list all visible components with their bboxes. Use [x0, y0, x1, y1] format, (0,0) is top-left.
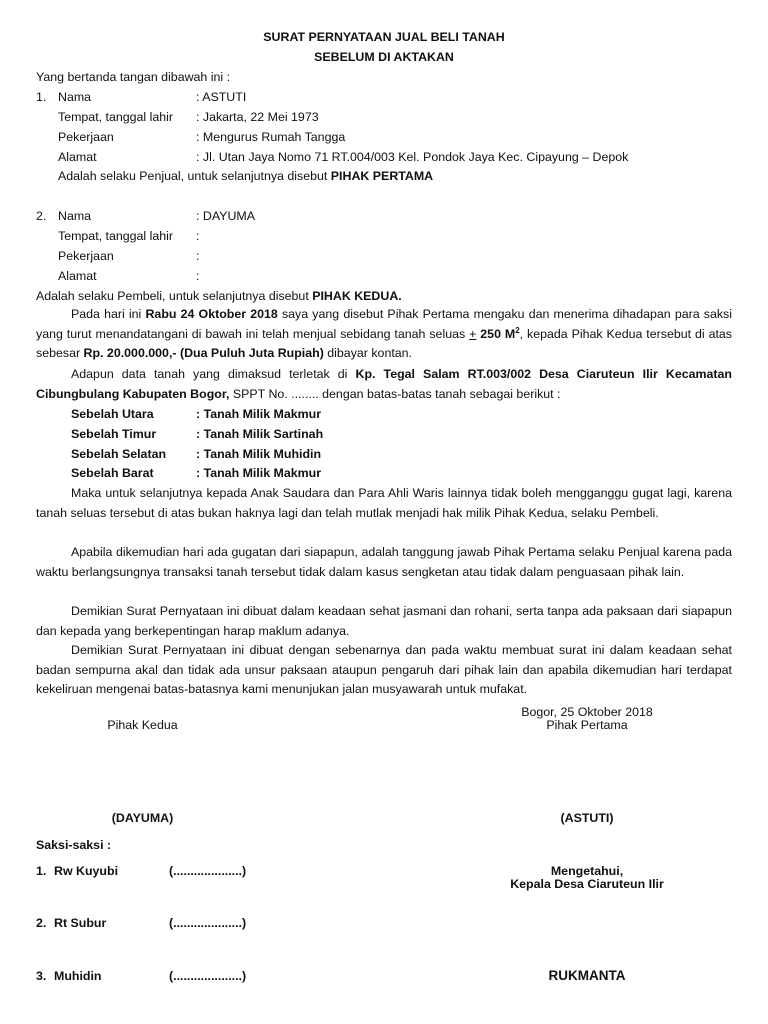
witness-1-signature-blank: (....................)	[169, 864, 247, 878]
approval-heading: Mengetahui,	[550, 864, 624, 878]
party2-label-birth: Tempat, tanggal lahir	[58, 229, 174, 243]
party1-label-name: Nama	[58, 90, 92, 104]
party2-value-address: :	[196, 269, 200, 283]
document-title: SURAT PERNYATAAN JUAL BELI TANAH	[263, 30, 505, 44]
border-north-label: Sebelah Utara	[71, 407, 154, 421]
paragraph-transaction: Pada hari ini Rabu 24 Oktober 2018 saya yang disebut Pihak Pertama mengaku dan menerima dihadapan para saksi yang turut menandatangani di bawah ini telah menjual sebidang tanah seluas + 250 $M^2$, kepada Pihak Kedua tersebut di atas sebesar Rp. 20.000.000,- (Dua Puluh Juta Rupiah) dibayar kontan.	[36, 307, 733, 360]
party1-value-name: : ASTUTI	[196, 90, 247, 104]
paragraph-closing: Demikian Surat Pernyataan ini dibuat dengan sebenarnya dan pada waktu membuat surat ini dalam keadaan sehat badan sempurna akal dan tidak ada unsur paksaan ataupun pengaruh dari pihak lain dan apabila dikemudian hari terdapat kekeliruan mengenai batas-batasnya kami menunjukan jalan musyawarah untuk mufakat.	[36, 643, 732, 696]
witness-3-signature-blank: (....................)	[169, 969, 247, 983]
paragraph-declaration: Demikian Surat Pernyataan ini dibuat dalam keadaan sehat jasmani dan rohani, serta tanpa ada paksaan dari siapapun dan kepada yang berkepentingan harap maklum adanya.	[36, 604, 732, 638]
party1-label-job: Pekerjaan	[58, 130, 114, 144]
border-north-value: : Tanah Milik Makmur	[196, 407, 322, 421]
approval-name: RUKMANTA	[548, 968, 626, 983]
border-east-value: : Tanah Milik Sartinah	[196, 427, 324, 441]
witnesses-heading: Saksi-saksi :	[36, 838, 112, 852]
approval-title: Kepala Desa Ciaruteun Ilir	[510, 877, 664, 891]
party1-label-address: Alamat	[58, 150, 97, 164]
place-date: Bogor, 25 Oktober 2018	[521, 705, 653, 719]
party2-value-job: :	[196, 249, 200, 263]
signature-label-buyer: Pihak Kedua	[107, 718, 178, 732]
party2-label-name: Nama	[58, 209, 92, 223]
party2-value-name: : DAYUMA	[196, 209, 255, 223]
intro-text: Yang bertanda tangan dibawah ini :	[36, 70, 231, 84]
witness-2-name: Rt Subur	[54, 916, 107, 930]
signature-label-seller: Pihak Pertama	[546, 718, 628, 732]
party2-label-address: Alamat	[58, 269, 97, 283]
border-west-value: : Tanah Milik Makmur	[196, 466, 322, 480]
paragraph-land-location: Adapun data tanah yang dimaksud terletak di Kp. Tegal Salam RT.003/002 Desa Ciaruteun Ilir Kecamatan Cibungbulang Kabupaten Bogor, SPPT No. ........ dengan batas-batas tanah sebagai berikut :	[36, 367, 732, 401]
party1-value-birth: : Jakarta, 22 Mei 1973	[196, 110, 319, 124]
border-west-label: Sebelah Barat	[71, 466, 154, 480]
witness-1-name: Rw Kuyubi	[54, 864, 119, 878]
witness-1-number: 1.	[36, 864, 47, 878]
border-south-label: Sebelah Selatan	[71, 447, 167, 461]
party1-value-address: : Jl. Utan Jaya Nomo 71 RT.004/003 Kel. Pondok Jaya Kec. Cipayung – Depok	[196, 150, 629, 164]
party2-role: Adalah selaku Pembeli, untuk selanjutnya disebut PIHAK KEDUA.	[36, 289, 402, 303]
paragraph-claims: Apabila dikemudian hari ada gugatan dari siapapun, adalah tanggung jawab Pihak Pertama selaku Penjual karena pada waktu berlangsungnya transaksi tanah tersebut tidak dalam kasus sengketan atau tidak dalam penguasaan pihak lain.	[36, 545, 732, 579]
party1-value-job: : Mengurus Rumah Tangga	[196, 130, 346, 144]
witness-3-number: 3.	[36, 969, 47, 983]
document-subtitle: SEBELUM DI AKTAKAN	[314, 50, 454, 64]
border-east-label: Sebelah Timur	[71, 427, 157, 441]
signature-name-seller: (ASTUTI)	[560, 811, 614, 825]
paragraph-heirs: Maka untuk selanjutnya kepada Anak Saudara dan Para Ahli Waris lainnya tidak boleh mengganggu gugat lagi, karena tanah seluas tersebut di atas bukan haknya lagi dan telah mutlak menjadi hak milik Pihak Kedua, selaku Pembeli.	[36, 486, 732, 520]
party2-label-job: Pekerjaan	[58, 249, 114, 263]
witness-2-number: 2.	[36, 916, 47, 930]
witness-3-name: Muhidin	[54, 969, 102, 983]
party2-value-birth: :	[196, 229, 200, 243]
witness-2-signature-blank: (....................)	[169, 916, 247, 930]
party1-label-birth: Tempat, tanggal lahir	[58, 110, 174, 124]
party1-number: 1.	[36, 90, 47, 104]
signature-name-buyer: (DAYUMA)	[111, 811, 174, 825]
border-south-value: : Tanah Milik Muhidin	[196, 447, 322, 461]
party2-number: 2.	[36, 209, 47, 223]
party1-role: Adalah selaku Penjual, untuk selanjutnya disebut PIHAK PERTAMA	[58, 169, 434, 183]
